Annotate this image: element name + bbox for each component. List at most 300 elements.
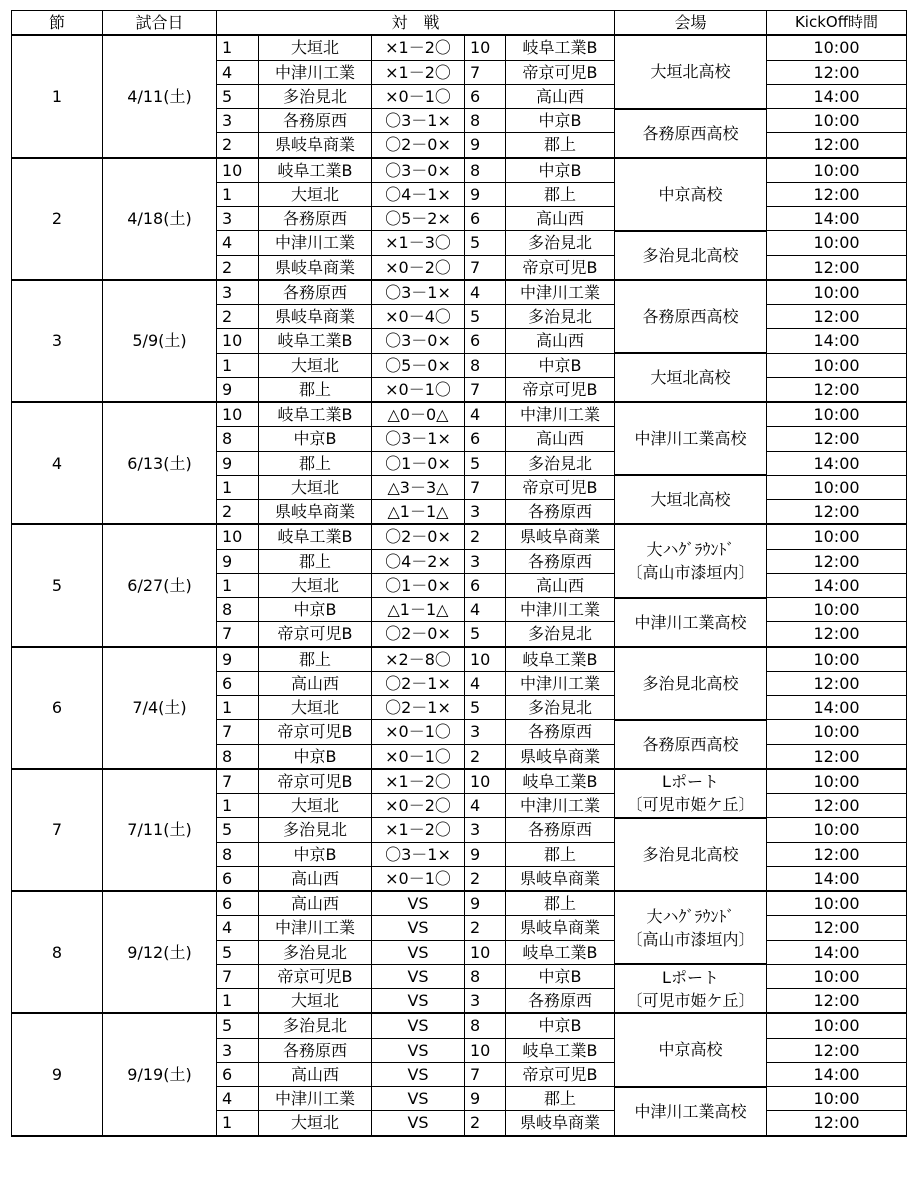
- venue-line: 〔高山市漆垣内〕: [626, 562, 755, 582]
- home-team: 多治見北: [259, 940, 372, 964]
- away-team-number: 2: [465, 744, 506, 769]
- match-score: VS: [372, 1111, 465, 1136]
- home-team-number: 4: [217, 1087, 259, 1111]
- match-score: ×0－2〇: [372, 255, 465, 280]
- venue: [615, 109, 767, 158]
- home-team: 岐阜工業B: [259, 402, 372, 427]
- schedule-table: [11, 10, 907, 1137]
- home-team: 帝京可児B: [259, 720, 372, 744]
- away-team-number: 10: [465, 647, 506, 672]
- kickoff-time: 12:00: [767, 671, 907, 695]
- match-date: 5/9(土): [103, 280, 217, 402]
- home-team: 大垣北: [259, 696, 372, 720]
- away-team-number: 6: [465, 573, 506, 597]
- away-team-number: 9: [465, 182, 506, 206]
- home-team: 岐阜工業B: [259, 329, 372, 353]
- kickoff-time: 10:00: [767, 769, 907, 794]
- home-team: 高山西: [259, 866, 372, 891]
- match-score: 〇5－2×: [372, 207, 465, 231]
- match-score: ×0－1〇: [372, 720, 465, 744]
- away-team: 岐阜工業B: [506, 769, 615, 794]
- match-score: ×0－2〇: [372, 794, 465, 818]
- round-number: 2: [12, 158, 103, 280]
- away-team-number: 4: [465, 794, 506, 818]
- away-team: 岐阜工業B: [506, 1038, 615, 1062]
- kickoff-time: 10:00: [767, 524, 907, 549]
- away-team-number: 8: [465, 1013, 506, 1038]
- home-team: 中京B: [259, 744, 372, 769]
- away-team: 多治見北: [506, 305, 615, 329]
- kickoff-time: 10:00: [767, 35, 907, 60]
- kickoff-time: 12:00: [767, 916, 907, 940]
- match-score: ×1－2〇: [372, 35, 465, 60]
- home-team: 郡上: [259, 451, 372, 475]
- home-team-number: 6: [217, 671, 259, 695]
- kickoff-time: 10:00: [767, 353, 907, 377]
- match-score: VS: [372, 1038, 465, 1062]
- home-team-number: 5: [217, 1013, 259, 1038]
- match-score: VS: [372, 1062, 465, 1086]
- kickoff-time: 14:00: [767, 573, 907, 597]
- home-team: 県岐阜商業: [259, 255, 372, 280]
- away-team-number: 2: [465, 1111, 506, 1136]
- away-team-number: 7: [465, 1062, 506, 1086]
- match-score: 〇3－0×: [372, 158, 465, 183]
- home-team: 各務原西: [259, 207, 372, 231]
- kickoff-time: 12:00: [767, 744, 907, 769]
- venue-line: 各務原西高校: [642, 123, 739, 143]
- away-team: 高山西: [506, 84, 615, 108]
- match-score: ×1－2〇: [372, 769, 465, 794]
- venue-line: 中京高校: [658, 184, 723, 204]
- home-team-number: 10: [217, 158, 259, 183]
- header-row: [12, 11, 907, 36]
- away-team-number: 3: [465, 720, 506, 744]
- kickoff-time: 10:00: [767, 109, 907, 133]
- home-team: 郡上: [259, 549, 372, 573]
- match-score: 〇4－1×: [372, 182, 465, 206]
- header-date: 試合日: [103, 11, 217, 36]
- away-team: 中津川工業: [506, 280, 615, 305]
- match-score: 〇5－0×: [372, 353, 465, 377]
- home-team: 帝京可児B: [259, 769, 372, 794]
- venue: [615, 231, 767, 280]
- home-team: 県岐阜商業: [259, 133, 372, 158]
- away-team: 多治見北: [506, 451, 615, 475]
- venue: [615, 964, 767, 1013]
- away-team-number: 10: [465, 940, 506, 964]
- away-team: 帝京可児B: [506, 1062, 615, 1086]
- home-team: 大垣北: [259, 475, 372, 499]
- round-number: 1: [12, 35, 103, 157]
- away-team-number: 2: [465, 916, 506, 940]
- home-team-number: 7: [217, 720, 259, 744]
- kickoff-time: 10:00: [767, 720, 907, 744]
- kickoff-time: 12:00: [767, 427, 907, 451]
- match-score: 〇3－1×: [372, 427, 465, 451]
- away-team-number: 3: [465, 818, 506, 842]
- away-team: 多治見北: [506, 696, 615, 720]
- venue: [615, 280, 767, 353]
- away-team: 高山西: [506, 329, 615, 353]
- home-team-number: 3: [217, 1038, 259, 1062]
- away-team: 郡上: [506, 133, 615, 158]
- home-team-number: 9: [217, 377, 259, 402]
- away-team: 岐阜工業B: [506, 940, 615, 964]
- away-team: 岐阜工業B: [506, 647, 615, 672]
- away-team: 中津川工業: [506, 794, 615, 818]
- kickoff-time: 14:00: [767, 451, 907, 475]
- home-team-number: 10: [217, 402, 259, 427]
- away-team: 中京B: [506, 109, 615, 133]
- venue: [615, 769, 767, 818]
- home-team: 中津川工業: [259, 60, 372, 84]
- kickoff-time: 10:00: [767, 647, 907, 672]
- venue: [615, 35, 767, 108]
- away-team: 県岐阜商業: [506, 744, 615, 769]
- away-team-number: 9: [465, 1087, 506, 1111]
- home-team: 県岐阜商業: [259, 500, 372, 525]
- match-score: ×2－8〇: [372, 647, 465, 672]
- kickoff-time: 12:00: [767, 500, 907, 525]
- match-date: 9/12(土): [103, 891, 217, 1013]
- home-team: 中津川工業: [259, 1087, 372, 1111]
- away-team: 高山西: [506, 207, 615, 231]
- home-team: 大垣北: [259, 573, 372, 597]
- home-team-number: 10: [217, 329, 259, 353]
- match-row: [12, 158, 907, 183]
- away-team-number: 4: [465, 598, 506, 622]
- match-score: 〇1－0×: [372, 451, 465, 475]
- away-team: 各務原西: [506, 818, 615, 842]
- away-team: 郡上: [506, 182, 615, 206]
- home-team-number: 4: [217, 60, 259, 84]
- away-team: 帝京可児B: [506, 60, 615, 84]
- home-team-number: 1: [217, 353, 259, 377]
- away-team-number: 5: [465, 451, 506, 475]
- home-team-number: 9: [217, 647, 259, 672]
- home-team: 各務原西: [259, 280, 372, 305]
- home-team-number: 8: [217, 744, 259, 769]
- away-team: 多治見北: [506, 231, 615, 255]
- away-team-number: 7: [465, 60, 506, 84]
- home-team-number: 10: [217, 524, 259, 549]
- match-score: 〇1－0×: [372, 573, 465, 597]
- venue: [615, 1087, 767, 1136]
- home-team-number: 6: [217, 1062, 259, 1086]
- away-team-number: 4: [465, 402, 506, 427]
- home-team-number: 2: [217, 305, 259, 329]
- home-team: 大垣北: [259, 182, 372, 206]
- match-score: VS: [372, 891, 465, 916]
- kickoff-time: 12:00: [767, 305, 907, 329]
- away-team-number: 8: [465, 109, 506, 133]
- kickoff-time: 10:00: [767, 1013, 907, 1038]
- away-team-number: 2: [465, 524, 506, 549]
- away-team-number: 6: [465, 329, 506, 353]
- match-row: [12, 280, 907, 305]
- venue-line: Lポート: [662, 772, 719, 792]
- away-team-number: 7: [465, 475, 506, 499]
- venue: [615, 475, 767, 524]
- home-team: 帝京可児B: [259, 622, 372, 647]
- venue-line: 〔可児市姫ケ丘〕: [626, 990, 755, 1010]
- kickoff-time: 12:00: [767, 549, 907, 573]
- away-team: 県岐阜商業: [506, 1111, 615, 1136]
- home-team: 中津川工業: [259, 916, 372, 940]
- home-team: 大垣北: [259, 1111, 372, 1136]
- kickoff-time: 12:00: [767, 60, 907, 84]
- schedule-body: [12, 35, 907, 1135]
- away-team: 郡上: [506, 1087, 615, 1111]
- home-team: 各務原西: [259, 1038, 372, 1062]
- venue-line: 中津川工業高校: [634, 612, 747, 632]
- away-team: 帝京可児B: [506, 377, 615, 402]
- away-team-number: 5: [465, 696, 506, 720]
- venue-line: 多治見北高校: [642, 245, 739, 265]
- match-date: 6/27(土): [103, 524, 217, 646]
- away-team-number: 4: [465, 280, 506, 305]
- away-team-number: 6: [465, 427, 506, 451]
- away-team-number: 3: [465, 500, 506, 525]
- round-number: 3: [12, 280, 103, 402]
- away-team: 中津川工業: [506, 598, 615, 622]
- away-team: 各務原西: [506, 549, 615, 573]
- kickoff-time: 12:00: [767, 842, 907, 866]
- venue: [615, 598, 767, 647]
- match-score: △0－0△: [372, 402, 465, 427]
- home-team: 中津川工業: [259, 231, 372, 255]
- venue: [615, 891, 767, 964]
- home-team-number: 8: [217, 842, 259, 866]
- venue-line: 大垣北高校: [650, 62, 731, 82]
- venue: [615, 402, 767, 475]
- kickoff-time: 14:00: [767, 84, 907, 108]
- away-team: 郡上: [506, 842, 615, 866]
- venue-line: 大垣北高校: [650, 490, 731, 510]
- match-date: 7/4(土): [103, 647, 217, 769]
- header-venue: 会場: [615, 11, 767, 36]
- match-score: ×0－1〇: [372, 866, 465, 891]
- home-team-number: 4: [217, 916, 259, 940]
- kickoff-time: 12:00: [767, 377, 907, 402]
- home-team-number: 7: [217, 622, 259, 647]
- venue: [615, 353, 767, 402]
- venue: [615, 158, 767, 231]
- home-team: 大垣北: [259, 35, 372, 60]
- away-team-number: 7: [465, 255, 506, 280]
- match-score: 〇2－0×: [372, 133, 465, 158]
- away-team-number: 5: [465, 305, 506, 329]
- kickoff-time: 14:00: [767, 1062, 907, 1086]
- round-number: 5: [12, 524, 103, 646]
- match-score: ×0－1〇: [372, 84, 465, 108]
- kickoff-time: 12:00: [767, 794, 907, 818]
- away-team-number: 7: [465, 377, 506, 402]
- home-team-number: 3: [217, 207, 259, 231]
- venue-line: 中津川工業高校: [634, 429, 747, 449]
- venue-line: 各務原西高校: [642, 734, 739, 754]
- match-score: ×0－1〇: [372, 377, 465, 402]
- home-team-number: 2: [217, 133, 259, 158]
- away-team: 岐阜工業B: [506, 35, 615, 60]
- kickoff-time: 12:00: [767, 622, 907, 647]
- away-team-number: 9: [465, 842, 506, 866]
- home-team-number: 1: [217, 1111, 259, 1136]
- match-score: 〇3－1×: [372, 842, 465, 866]
- match-row: [12, 891, 907, 916]
- match-date: 7/11(土): [103, 769, 217, 891]
- match-date: 4/11(土): [103, 35, 217, 157]
- away-team: 多治見北: [506, 622, 615, 647]
- home-team: 帝京可児B: [259, 964, 372, 988]
- home-team: 大垣北: [259, 794, 372, 818]
- venue: [615, 720, 767, 769]
- home-team: 高山西: [259, 671, 372, 695]
- match-score: ×1－2〇: [372, 60, 465, 84]
- away-team-number: 8: [465, 353, 506, 377]
- kickoff-time: 10:00: [767, 402, 907, 427]
- venue-line: 大ハｸﾞﾗｳﾝﾄﾞ: [646, 539, 735, 559]
- away-team-number: 5: [465, 231, 506, 255]
- home-team-number: 8: [217, 598, 259, 622]
- away-team-number: 2: [465, 866, 506, 891]
- match-row: [12, 647, 907, 672]
- away-team-number: 9: [465, 891, 506, 916]
- home-team-number: 7: [217, 964, 259, 988]
- match-row: [12, 769, 907, 794]
- kickoff-time: 14:00: [767, 696, 907, 720]
- away-team-number: 5: [465, 622, 506, 647]
- kickoff-time: 12:00: [767, 989, 907, 1014]
- kickoff-time: 10:00: [767, 231, 907, 255]
- away-team: 中京B: [506, 353, 615, 377]
- home-team: 大垣北: [259, 353, 372, 377]
- home-team-number: 6: [217, 891, 259, 916]
- away-team: 中津川工業: [506, 402, 615, 427]
- away-team-number: 10: [465, 1038, 506, 1062]
- away-team: 中京B: [506, 158, 615, 183]
- match-score: VS: [372, 940, 465, 964]
- match-score: 〇2－0×: [372, 622, 465, 647]
- away-team-number: 8: [465, 158, 506, 183]
- home-team: 多治見北: [259, 818, 372, 842]
- match-score: △1－1△: [372, 598, 465, 622]
- kickoff-time: 10:00: [767, 1087, 907, 1111]
- home-team: 高山西: [259, 1062, 372, 1086]
- kickoff-time: 10:00: [767, 964, 907, 988]
- away-team-number: 9: [465, 133, 506, 158]
- venue-line: 〔高山市漆垣内〕: [626, 929, 755, 949]
- home-team-number: 7: [217, 769, 259, 794]
- home-team: 大垣北: [259, 989, 372, 1014]
- match-score: VS: [372, 989, 465, 1014]
- kickoff-time: 14:00: [767, 940, 907, 964]
- match-score: VS: [372, 916, 465, 940]
- match-row: [12, 35, 907, 60]
- home-team-number: 5: [217, 940, 259, 964]
- kickoff-time: 12:00: [767, 133, 907, 158]
- match-score: 〇3－1×: [372, 280, 465, 305]
- venue-line: 中津川工業高校: [634, 1101, 747, 1121]
- away-team: 高山西: [506, 573, 615, 597]
- home-team: 岐阜工業B: [259, 524, 372, 549]
- home-team: 多治見北: [259, 84, 372, 108]
- kickoff-time: 10:00: [767, 475, 907, 499]
- match-score: △3－3△: [372, 475, 465, 499]
- home-team: 中京B: [259, 427, 372, 451]
- match-score: 〇2－0×: [372, 524, 465, 549]
- match-score: 〇2－1×: [372, 696, 465, 720]
- away-team: 県岐阜商業: [506, 916, 615, 940]
- kickoff-time: 10:00: [767, 818, 907, 842]
- home-team: 郡上: [259, 377, 372, 402]
- home-team-number: 3: [217, 109, 259, 133]
- home-team: 県岐阜商業: [259, 305, 372, 329]
- match-score: VS: [372, 964, 465, 988]
- venue: [615, 524, 767, 597]
- home-team-number: 3: [217, 280, 259, 305]
- away-team: 帝京可児B: [506, 475, 615, 499]
- match-row: [12, 1013, 907, 1038]
- venue-line: Lポート: [662, 967, 719, 987]
- home-team-number: 8: [217, 427, 259, 451]
- match-score: VS: [372, 1013, 465, 1038]
- home-team: 郡上: [259, 647, 372, 672]
- kickoff-time: 12:00: [767, 182, 907, 206]
- match-score: 〇3－1×: [372, 109, 465, 133]
- home-team-number: 9: [217, 451, 259, 475]
- away-team: 郡上: [506, 891, 615, 916]
- match-score: VS: [372, 1087, 465, 1111]
- home-team-number: 5: [217, 84, 259, 108]
- round-number: 6: [12, 647, 103, 769]
- header-round: 節: [12, 11, 103, 36]
- match-score: 〇2－1×: [372, 671, 465, 695]
- away-team: 高山西: [506, 427, 615, 451]
- venue-line: 大ハｸﾞﾗｳﾝﾄﾞ: [646, 906, 735, 926]
- home-team: 高山西: [259, 891, 372, 916]
- match-score: ×0－1〇: [372, 744, 465, 769]
- kickoff-time: 12:00: [767, 1038, 907, 1062]
- venue-line: 〔可児市姫ケ丘〕: [626, 795, 755, 815]
- away-team: 各務原西: [506, 500, 615, 525]
- home-team-number: 6: [217, 866, 259, 891]
- away-team: 中津川工業: [506, 671, 615, 695]
- home-team: 多治見北: [259, 1013, 372, 1038]
- venue-line: 大垣北高校: [650, 368, 731, 387]
- away-team: 中京B: [506, 964, 615, 988]
- away-team-number: 3: [465, 549, 506, 573]
- away-team: 中京B: [506, 1013, 615, 1038]
- match-score: ×1－2〇: [372, 818, 465, 842]
- away-team: 各務原西: [506, 720, 615, 744]
- round-number: 4: [12, 402, 103, 524]
- match-score: 〇4－2×: [372, 549, 465, 573]
- away-team-number: 6: [465, 207, 506, 231]
- round-number: 7: [12, 769, 103, 891]
- venue-line: 中京高校: [658, 1040, 723, 1060]
- kickoff-time: 12:00: [767, 1111, 907, 1136]
- kickoff-time: 10:00: [767, 598, 907, 622]
- away-team-number: 10: [465, 769, 506, 794]
- away-team-number: 10: [465, 35, 506, 60]
- home-team-number: 4: [217, 231, 259, 255]
- match-date: 4/18(土): [103, 158, 217, 280]
- match-score: ×1－3〇: [372, 231, 465, 255]
- venue: [615, 1013, 767, 1086]
- match-row: [12, 524, 907, 549]
